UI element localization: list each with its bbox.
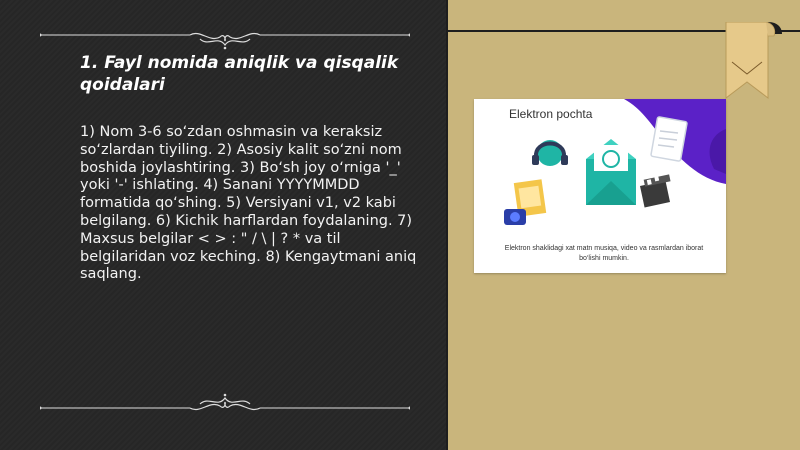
headphones-icon: [532, 140, 568, 166]
document-icon: [651, 117, 687, 162]
envelope-icon: [586, 139, 636, 205]
ornament-top-icon: [40, 29, 410, 53]
camera-icon: [504, 209, 526, 225]
slide-heading: 1. Fayl nomida aniqlik va qisqalik qoidalari: [80, 53, 399, 95]
card-title: Elektron pochta: [509, 107, 593, 121]
ornament-bottom-icon: [40, 390, 410, 414]
card-caption: Elektron shaklidagi xat matn musiqa, video va rasmlardan iborat bo‘lishi mumkin.: [504, 245, 704, 262]
film-clapper-icon: [640, 174, 671, 207]
slide-body-text: 1) Nom 3-6 so‘zdan oshmasin va keraksiz so‘zlardan tiyiling. 2) Asosiy kalit so‘zni nom boshida joylashtiring. 3) Bo‘sh joy o‘rniga '_' yoki '-' ishlating. 4) Sanani YYYYMMDD formatida qo‘shing. 5) Versiyani v1, v2 kabi belgilang. 6) Kichik harflardan foydalaning. 7) Maxsus belgilar < > : " / \ | ? * va til belgilaridan voz keching. 8) Kengaytmani aniq saqlang.: [80, 124, 417, 283]
panel-divider: [446, 0, 448, 450]
email-illustration-card: [474, 99, 726, 273]
bookmark-ribbon-icon: [722, 22, 784, 102]
